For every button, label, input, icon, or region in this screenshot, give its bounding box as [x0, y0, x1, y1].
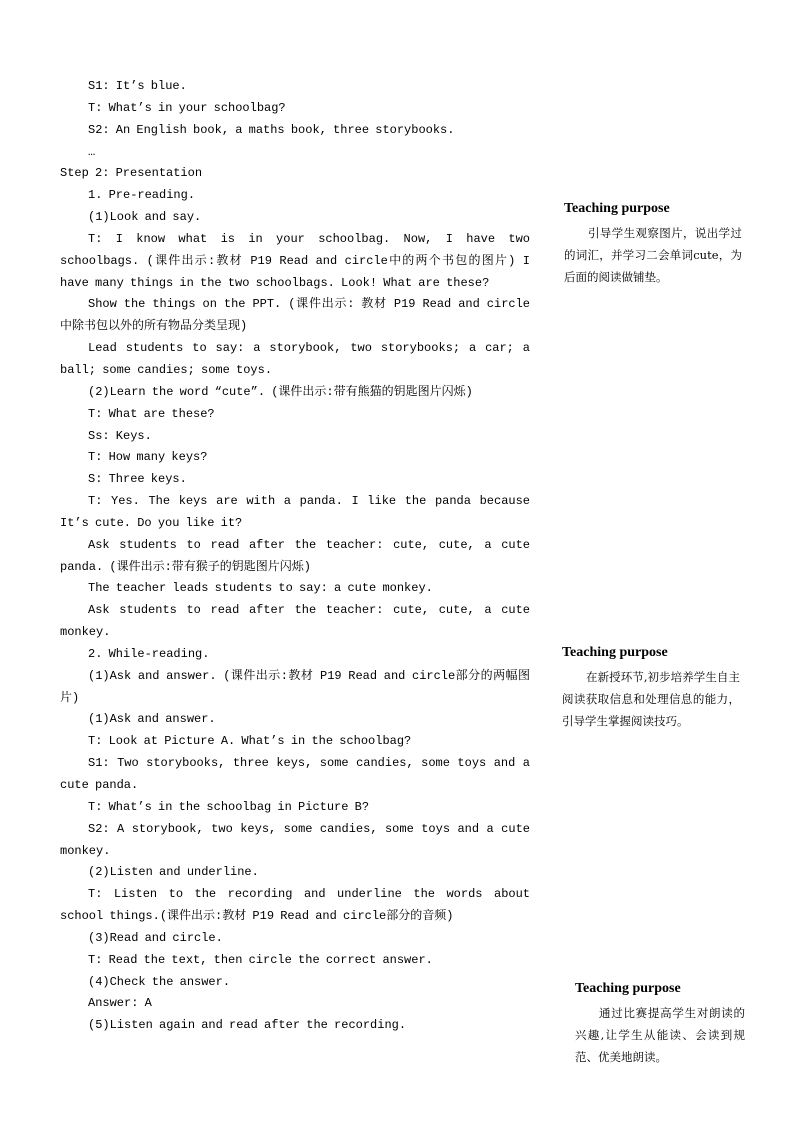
line-15: S: Three keys. — [88, 472, 187, 487]
line-10: Lead students to say: a storybook, two storybooks; a car; a ball; some candies; some toys. — [60, 341, 530, 377]
note-title: Teaching purpose — [564, 201, 670, 216]
line-30: T: Read the text, then circle the correct answer. — [88, 952, 433, 967]
line-21: (1)Ask and answer. (课件出示:教材 P19 Read and circle部分的两幅图片) — [60, 668, 530, 705]
line-24: S1: Two storybooks, three keys, some candies, some toys and a cute panda. — [60, 756, 530, 792]
line-3: S2: An English book, a maths book, three storybooks. — [88, 122, 455, 137]
line-31: (4)Check the answer. — [88, 974, 231, 989]
line-28: T: Listen to the recording and underline the words about school things.(课件出示:教材 P19 Read and circle部分的音频) — [60, 887, 530, 924]
line-33: (5)Listen again and read after the recording. — [88, 1018, 407, 1033]
line-8: T: I know what is in your schoolbag. Now, I have two schoolbags. (课件出示:教材 P19 Read and circle中的两个书包的图片) I have many things in the two schoolbags. Look! What are these? — [60, 231, 530, 290]
line-19: Ask students to read after the teacher: cute, cute, a cute monkey. — [60, 603, 530, 640]
line-6: 1. Pre-reading. — [88, 188, 196, 203]
note-text: 引导学生观察图片，说出学过的词汇，并学习二会单词cute，为后面的阅读做铺垫。 — [564, 226, 742, 284]
line-23: T: Look at Picture A. What’s in the schoolbag? — [88, 734, 412, 749]
teaching-purpose-note-2 — [562, 644, 740, 732]
line-1: S1: It’s blue. — [88, 79, 187, 93]
line-20: 2. While-reading. — [88, 646, 210, 661]
line-22: (1)Ask and answer. — [88, 712, 216, 727]
line-26: S2: A storybook, two keys, some candies, some toys and a cute monkey. — [60, 821, 530, 858]
line-32: Answer: A — [88, 996, 152, 1011]
line-29: (3)Read and circle. — [88, 930, 223, 945]
note-title: Teaching purpose — [575, 981, 681, 996]
line-2: T: What’s in your schoolbag? — [88, 100, 286, 115]
line-9: Show the things on the PPT. (课件出示: 教材 P19 Read and circle 中除书包以外的所有物品分类呈现) — [60, 297, 530, 334]
line-18: The teacher leads students to say: a cute monkey. — [88, 581, 433, 596]
step-heading: Step 2: Presentation — [60, 166, 203, 181]
line-7: (1)Look and say. — [88, 210, 202, 225]
line-4: … — [88, 144, 96, 159]
lesson-body — [60, 76, 530, 1037]
teaching-purpose-note-3 — [575, 980, 745, 1068]
line-14: T: How many keys? — [88, 450, 208, 465]
line-16: T: Yes. The keys are with a panda. I like the panda because It’s cute. Do you like it? — [60, 494, 530, 530]
line-17: Ask students to read after the teacher: cute, cute, a cute panda. (课件出示:带有猴子的钥匙图片闪烁) — [60, 537, 530, 574]
note-text: 通过比赛提高学生对朗读的兴趣,让学生从能读、会读到规范、优美地朗读。 — [575, 1006, 745, 1064]
teaching-purpose-note-1 — [564, 200, 742, 288]
line-27: (2)Listen and underline. — [88, 865, 259, 880]
line-11: (2)Learn the word “cute”. (课件出示:带有熊猫的钥匙图片闪烁) — [88, 384, 473, 399]
note-text: 在新授环节,初步培养学生自主阅读获取信息和处理信息的能力，引导学生掌握阅读技巧。 — [562, 670, 740, 728]
line-12: T: What are these? — [88, 406, 215, 421]
note-title: Teaching purpose — [562, 645, 668, 660]
line-25: T: What’s in the schoolbag in Picture B? — [88, 799, 370, 814]
line-13: Ss: Keys. — [88, 428, 152, 443]
